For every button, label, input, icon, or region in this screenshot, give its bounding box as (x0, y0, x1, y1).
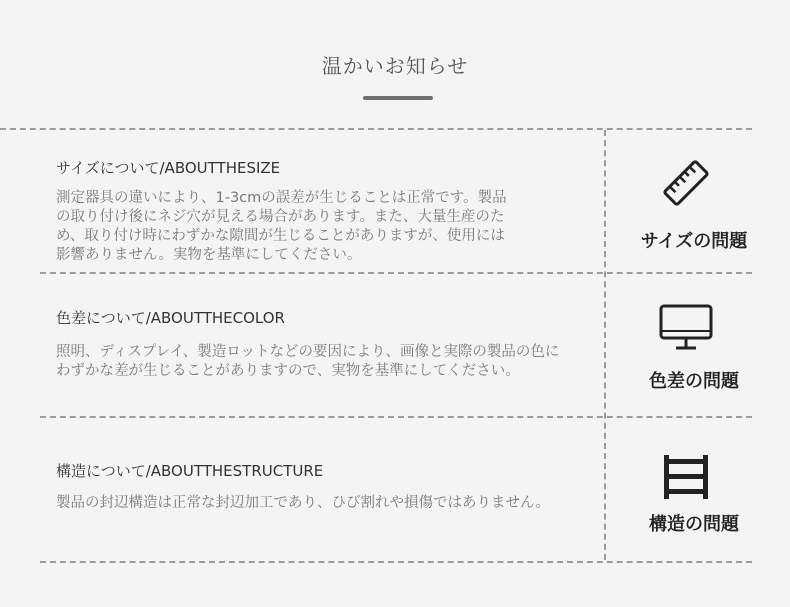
body-line: の取り付け後にネジ穴が見える場合があります。また、大量生産のた (56, 209, 505, 225)
icon-label-structure: 構造の問題 (649, 514, 739, 535)
body-line: 照明、ディスプレイ、製造ロットなどの要因により、画像と実際の製品の色に (56, 344, 560, 360)
body-line: わずかな差が生じることがありますので、実物を基準にしてください。 (56, 363, 520, 379)
ruler-icon (660, 157, 712, 209)
icon-label-size: サイズの問題 (640, 231, 748, 252)
section-body-size (56, 189, 507, 265)
column-divider (604, 130, 606, 560)
body-line: 製品の封辺構造は正常な封辺加工であり、ひび割れや損傷ではありません。 (56, 495, 550, 511)
section-body-structure (56, 494, 550, 513)
body-line: め、取り付け時にわずかな隙間が生じることがありますが、使用には (56, 228, 505, 244)
page-title: 温かいお知らせ (321, 54, 469, 78)
body-line: 影響ありません。実物を基準にしてください。 (56, 247, 362, 263)
section-title-color: 色差について/ABOUTTHECOLOR (56, 309, 285, 327)
structure-icon (660, 453, 712, 501)
monitor-icon (658, 303, 714, 355)
section-title-structure: 構造について/ABOUTTHESTRUCTURE (56, 462, 324, 480)
title-underline (363, 96, 433, 100)
divider-bottom (40, 561, 752, 563)
divider-1 (40, 272, 752, 274)
divider-2 (40, 416, 752, 418)
icon-label-color: 色差の問題 (649, 371, 739, 392)
body-line: 測定器具の違いにより、1-3cmの誤差が生じることは正常です。製品 (56, 190, 507, 206)
section-title-size: サイズについて/ABOUTTHESIZE (56, 159, 281, 177)
section-body-color (56, 343, 559, 381)
divider-top (0, 128, 752, 130)
